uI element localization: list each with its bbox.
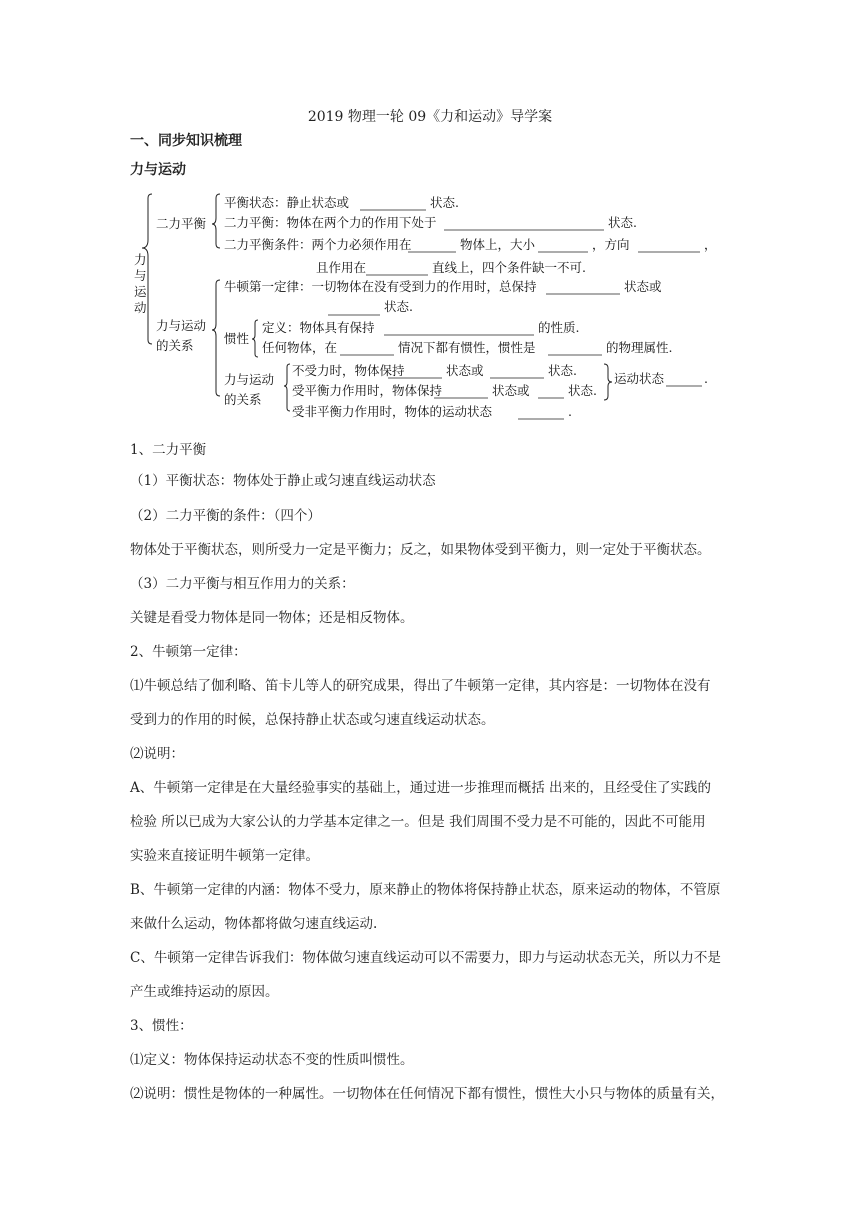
body-line: （1）平衡状态：物体处于静止或匀速直线运动状态 bbox=[130, 473, 436, 489]
inertia-any-b: 情况下都有惯性，惯性是 bbox=[398, 340, 536, 355]
relation-1c: 状态. bbox=[548, 363, 577, 378]
document-title: 2019 物理一轮 09《力和运动》导学案 bbox=[307, 109, 553, 125]
b1-item-4a: 且作用在 bbox=[316, 260, 367, 275]
root-char-2: 与 bbox=[134, 268, 147, 283]
diagram-root bbox=[134, 252, 147, 315]
branch-force-motion-line1: 力与运动 bbox=[156, 318, 207, 333]
relation-2c: 状态. bbox=[568, 383, 597, 398]
relation-3b: . bbox=[568, 404, 572, 419]
b1-item-3b: 物体上，大小 bbox=[460, 237, 536, 252]
newton-law-c: 状态. bbox=[384, 299, 413, 314]
body-line: 2、牛顿第一定律： bbox=[130, 644, 247, 660]
relation-label-line1: 力与运动 bbox=[224, 372, 275, 387]
body-line: ⑴牛顿总结了伽利略、笛卡儿等人的研究成果，得出了牛顿第一定律，其内容是：一切物体在没有 bbox=[130, 678, 711, 694]
branch-force-motion-line2: 的关系 bbox=[156, 338, 194, 353]
motion-state-end: . bbox=[704, 371, 708, 386]
knowledge-map-diagram bbox=[128, 184, 717, 430]
b1-item-2a: 二力平衡：物体在两个力的作用下处于 bbox=[224, 215, 437, 230]
body-line: ⑵说明： bbox=[130, 746, 184, 762]
b1-item-1a: 平衡状态：静止状态或 bbox=[224, 195, 350, 210]
relation-2b: 状态或 bbox=[492, 383, 530, 398]
b1-item-2b: 状态. bbox=[608, 215, 637, 230]
body-line: （2）二力平衡的条件：（四个） bbox=[130, 508, 321, 524]
root-char-4: 动 bbox=[134, 300, 147, 315]
section-heading: 一、同步知识梳理 bbox=[130, 133, 242, 149]
inertia-any-a: 任何物体，在 bbox=[262, 340, 338, 355]
body-line: ⑵说明：惯性是物体的一种属性。一切物体在任何情况下都有惯性，惯性大小只与物体的质量有关， bbox=[130, 1086, 724, 1102]
inertia-def-a: 定义：物体具有保持 bbox=[262, 320, 375, 335]
b1-item-1b: 状态. bbox=[430, 195, 459, 210]
body-line: C、牛顿第一定律告诉我们：物体做匀速直线运动可以不需要力，即力与运动状态无关，所以力不是 bbox=[130, 950, 721, 966]
relation-1a: 不受力时，物体保持 bbox=[292, 363, 405, 378]
b1-item-4b: 直线上，四个条件缺一不可. bbox=[432, 260, 586, 275]
body-line: 物体处于平衡状态，则所受力一定是平衡力；反之，如果物体受到平衡力，则一定处于平衡状态。 bbox=[130, 542, 711, 558]
subsection-heading: 力与运动 bbox=[130, 162, 186, 178]
b1-item-3d: ， bbox=[704, 237, 717, 252]
body-line: （3）二力平衡与相互作用力的关系： bbox=[130, 576, 355, 592]
body-line: 检验 所以已成为大家公认的力学基本定律之一。但是 我们周围不受力是不可能的，因此不可能用 bbox=[130, 814, 706, 830]
body-line: 产生或维持运动的原因。 bbox=[130, 984, 279, 1000]
relation-label-line2: 的关系 bbox=[224, 392, 262, 407]
b1-item-3c: ，方向 bbox=[592, 237, 630, 252]
body-line: 1、二力平衡 bbox=[130, 442, 207, 458]
root-char-1: 力 bbox=[134, 252, 147, 267]
relation-3a: 受非平衡力作用时，物体的运动状态 bbox=[292, 404, 493, 419]
b1-item-3a: 二力平衡条件：两个力必须作用在 bbox=[224, 237, 412, 252]
branch-two-force-balance: 二力平衡 bbox=[156, 216, 207, 231]
body-line: 受到力的作用的时候，总保持静止状态或匀速直线运动状态。 bbox=[130, 712, 495, 728]
motion-state-label: 运动状态 bbox=[614, 371, 665, 386]
inertia-label: 惯性 bbox=[224, 331, 250, 346]
body-line: 关键是看受力物体是同一物体；还是相反物体。 bbox=[130, 610, 414, 626]
root-char-3: 运 bbox=[134, 284, 147, 299]
body-line: 3、惯性： bbox=[130, 1018, 193, 1034]
body-line: B、牛顿第一定律的内涵：物体不受力，原来静止的物体将保持静止状态，原来运动的物体，不管原 bbox=[130, 882, 721, 898]
relation-1b: 状态或 bbox=[446, 363, 484, 378]
newton-law-a: 牛顿第一定律：一切物体在没有受到力的作用时，总保持 bbox=[224, 279, 537, 294]
body-line: 实验来直接证明牛顿第一定律。 bbox=[130, 848, 319, 864]
body-line: 来做什么运动，物体都将做匀速直线运动. bbox=[130, 916, 378, 932]
inertia-any-c: 的物理属性. bbox=[606, 340, 673, 355]
inertia-def-b: 的性质. bbox=[538, 320, 580, 335]
newton-law-b: 状态或 bbox=[624, 279, 662, 294]
body-line: A、牛顿第一定律是在大量经验事实的基础上，通过进一步推理而概括 出来的，且经受住了实践的 bbox=[130, 780, 712, 796]
relation-2a: 受平衡力作用时，物体保持 bbox=[292, 383, 443, 398]
body-line: ⑴定义：物体保持运动状态不变的性质叫惯性。 bbox=[130, 1052, 414, 1068]
